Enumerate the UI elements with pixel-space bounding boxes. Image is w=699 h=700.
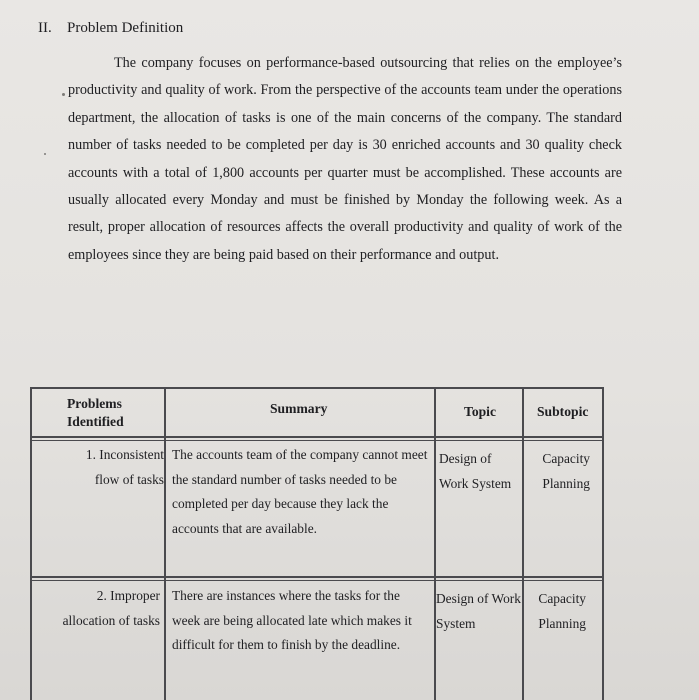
- table-row-divider: [30, 576, 604, 578]
- margin-mark: [62, 93, 65, 96]
- table-border-left: [30, 387, 32, 700]
- problem-definition-paragraph: The company focuses on performance-based outsourcing that relies on the employee’s productivity and quality of work. From the perspective of the accounts team under the operations department, the allocation of tasks is one of the main concerns of the company. The standard number of tasks needed to be completed per day is 30 enriched accounts and 30 quality check accounts with a total of 1,800 accounts per quarter must be accomplished. These accounts are usually allocated every Monday and must be finished by Monday the following week. As a result, proper allocation of resources affects the overall productivity and quality of work of the employees since they are being paid based on their performance and output.: [68, 55, 622, 263]
- row1-summary: The accounts team of the company cannot meet the standard number of tasks needed to be completed per day because they lack the accounts that are available.: [172, 447, 428, 536]
- table-border-right: [602, 387, 604, 700]
- table-border-top: [30, 387, 604, 389]
- table-header-divider-2: [30, 440, 604, 441]
- table-col-divider: [522, 387, 524, 700]
- row2-summary: There are instances where the tasks for the week are being allocated late which makes it difficult for them to finish by the deadline.: [172, 588, 412, 652]
- row1-topic: Design of Work System: [439, 451, 512, 491]
- header-topic: Topic: [464, 404, 496, 419]
- problems-table: [30, 387, 604, 700]
- section-title: Problem Definition: [67, 20, 184, 36]
- row1-problem: 1. Inconsistent flow of tasks: [85, 447, 164, 487]
- section-number: II.: [38, 20, 52, 36]
- row1-subtopic: Capacity Planning: [542, 451, 590, 491]
- row2-topic: Design of Work System: [436, 591, 521, 631]
- table-col-divider: [164, 387, 166, 700]
- table-col-divider: [434, 387, 436, 700]
- header-problems-identified: Problems Identified: [67, 396, 124, 429]
- row2-problem: 2. Improper allocation of tasks: [62, 588, 160, 628]
- header-subtopic: Subtopic: [537, 404, 589, 419]
- table-header-divider: [30, 436, 604, 438]
- header-summary: Summary: [270, 401, 328, 416]
- row2-subtopic: Capacity Planning: [538, 591, 586, 631]
- margin-mark: [44, 153, 46, 155]
- table-row-divider-2: [30, 580, 604, 581]
